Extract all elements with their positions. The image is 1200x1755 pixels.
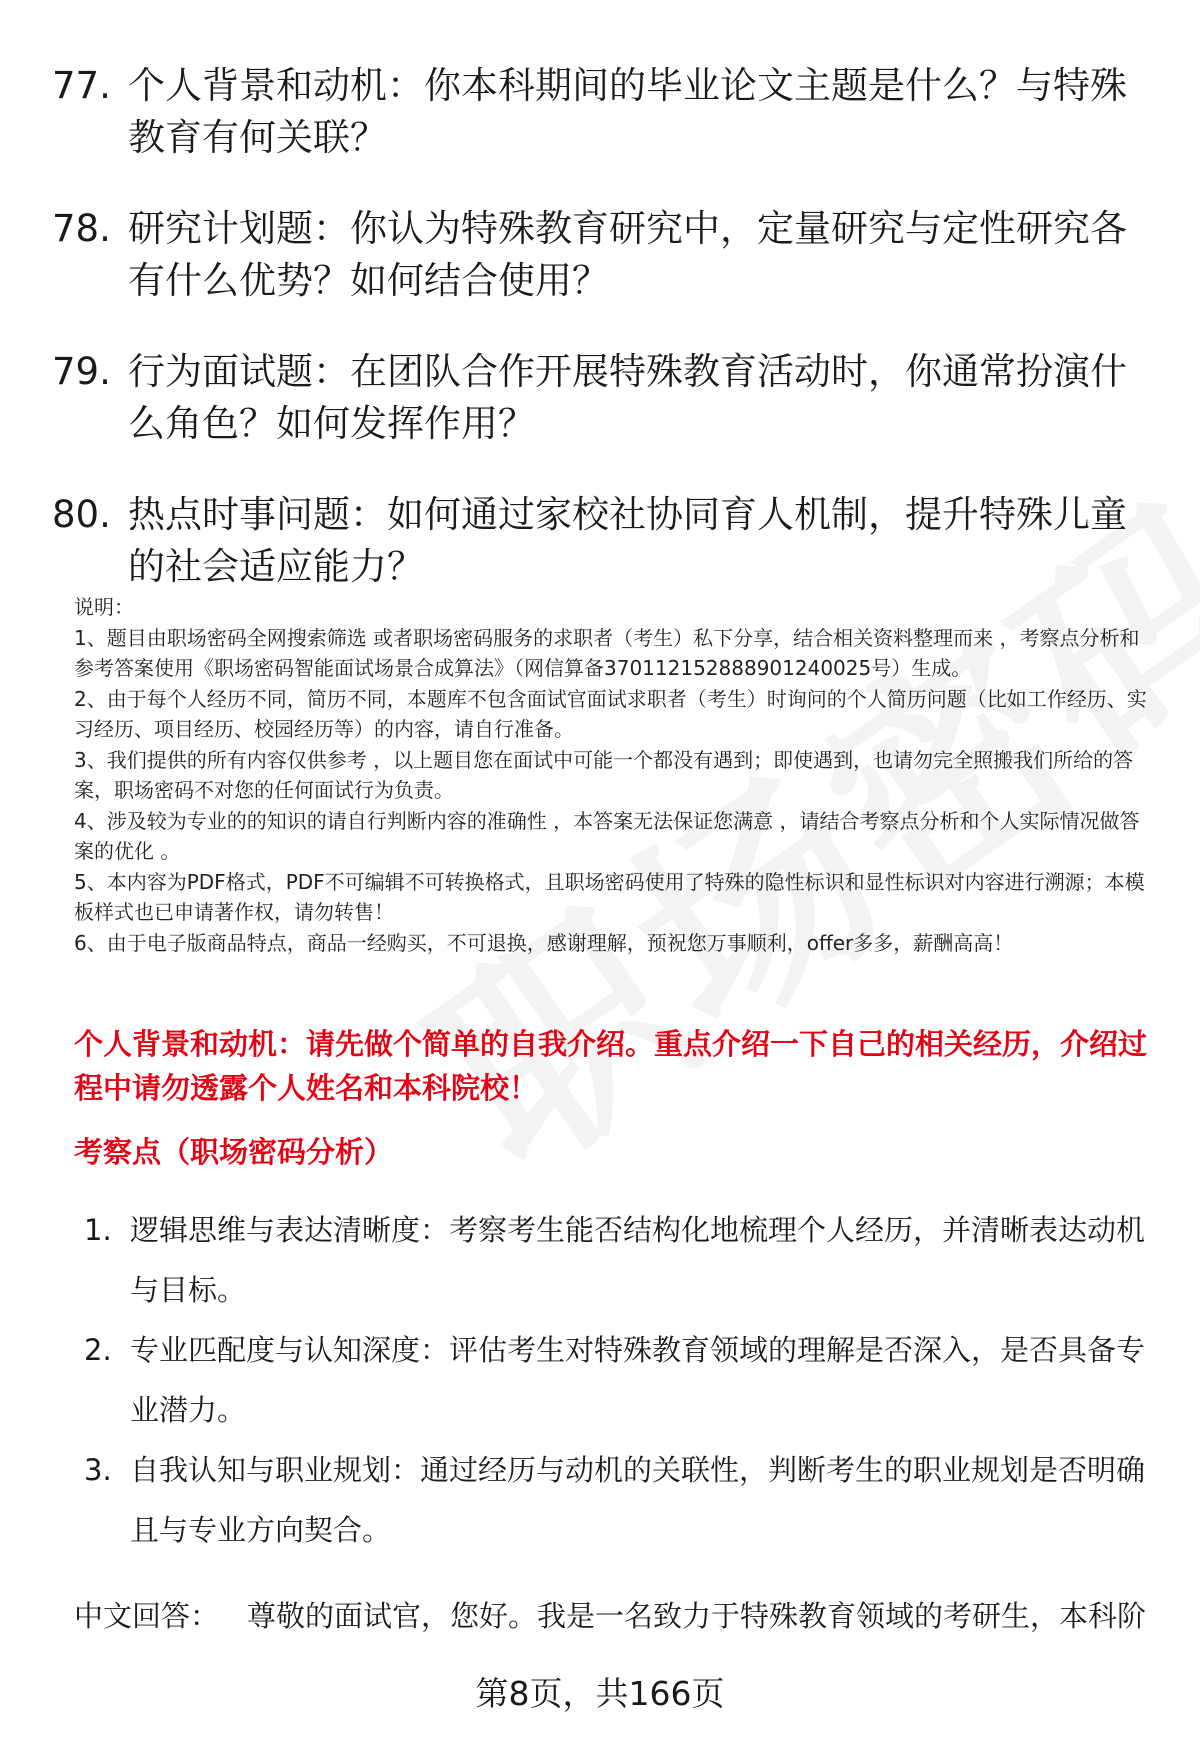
note-item: 2、由于每个人经历不同，简历不同，本题库不包含面试官面试求职者（考生）时询问的个人简历问题（比如工作经历、实习经历、项目经历、校园经历等）的内容，请自行准备。 <box>74 686 1147 741</box>
note-item: 3、我们提供的所有内容仅供参考 ，以上题目您在面试中可能一个都没有遇到；即使遇到，也请勿完全照搬我们所给的答案，职场密码不对您的任何面试行为负责。 <box>74 747 1134 802</box>
point-text: 专业匹配度与认知深度：评估考生对特殊教育领域的理解是否深入，是否具备专业潜力。 <box>130 1333 1146 1427</box>
question-item <box>52 489 1152 593</box>
question-item <box>52 60 1152 164</box>
point-number: 2. <box>84 1333 112 1367</box>
answer-text: 尊敬的面试官，您好。我是一名致力于特殊教育领域的考研生，本科阶 <box>247 1599 1147 1633</box>
question-text: 研究计划题：你认为特殊教育研究中，定量研究与定性研究各有什么优势？如何结合使用？ <box>128 207 1127 302</box>
analysis-point <box>84 1320 1164 1440</box>
current-question-heading: 个人背景和动机：请先做个简单的自我介绍。重点介绍一下自己的相关经历，介绍过程中请勿透露个人姓名和本科院校！ <box>74 1027 1148 1105</box>
note-item: 6、由于电子版商品特点，商品一经购买，不可退换，感谢理解，预祝您万事顺利，offer多多，薪酬高高！ <box>74 930 1014 955</box>
answer-paragraph <box>74 1594 1174 1638</box>
analysis-points <box>84 1200 1164 1560</box>
answer-label: 中文回答： <box>74 1599 220 1633</box>
question-text: 个人背景和动机：你本科期间的毕业论文主题是什么？与特殊教育有何关联？ <box>128 64 1127 159</box>
analysis-point <box>84 1440 1164 1560</box>
question-item <box>52 346 1152 450</box>
page-footer: 第8页，共166页 <box>475 1674 725 1713</box>
question-number: 78. <box>52 207 111 250</box>
disclaimer-notes <box>74 592 1159 958</box>
question-list <box>52 60 1152 632</box>
question-number: 80. <box>52 493 111 536</box>
question-number: 79. <box>52 350 111 393</box>
question-item <box>52 203 1152 307</box>
note-item: 4、涉及较为专业的的知识的请自行判断内容的准确性 ，本答案无法保证您满意 ，请结合考察点分析和个人实际情况做答案的优化 。 <box>74 808 1140 863</box>
point-number: 3. <box>84 1453 112 1487</box>
point-text: 自我认知与职业规划：通过经历与动机的关联性，判断考生的职业规划是否明确且与专业方向契合。 <box>130 1453 1146 1547</box>
analysis-point <box>84 1200 1164 1320</box>
note-item: 5、本内容为PDF格式，PDF不可编辑不可转换格式，且职场密码使用了特殊的隐性标识和显性标识对内容进行溯源；本模板样式也已申请著作权，请勿转售！ <box>74 869 1145 924</box>
question-text: 行为面试题：在团队合作开展特殊教育活动时，你通常扮演什么角色？如何发挥作用？ <box>128 350 1127 445</box>
point-number: 1. <box>84 1213 112 1247</box>
question-number: 77. <box>52 64 111 107</box>
notes-heading: 说明： <box>74 595 134 619</box>
point-text: 逻辑思维与表达清晰度：考察考生能否结构化地梳理个人经历，并清晰表达动机与目标。 <box>130 1213 1146 1307</box>
analysis-heading: 考察点（职场密码分析） <box>74 1135 394 1169</box>
note-item: 1、题目由职场密码全网搜索筛选 或者职场密码服务的求职者（考生）私下分享，结合相关资料整理而来 ，考察点分析和参考答案使用《职场密码智能面试场景合成算法》（网信算备370112152888901240025号）生成。 <box>74 625 1140 680</box>
question-text: 热点时事问题：如何通过家校社协同育人机制，提升特殊儿童的社会适应能力？ <box>128 493 1127 588</box>
